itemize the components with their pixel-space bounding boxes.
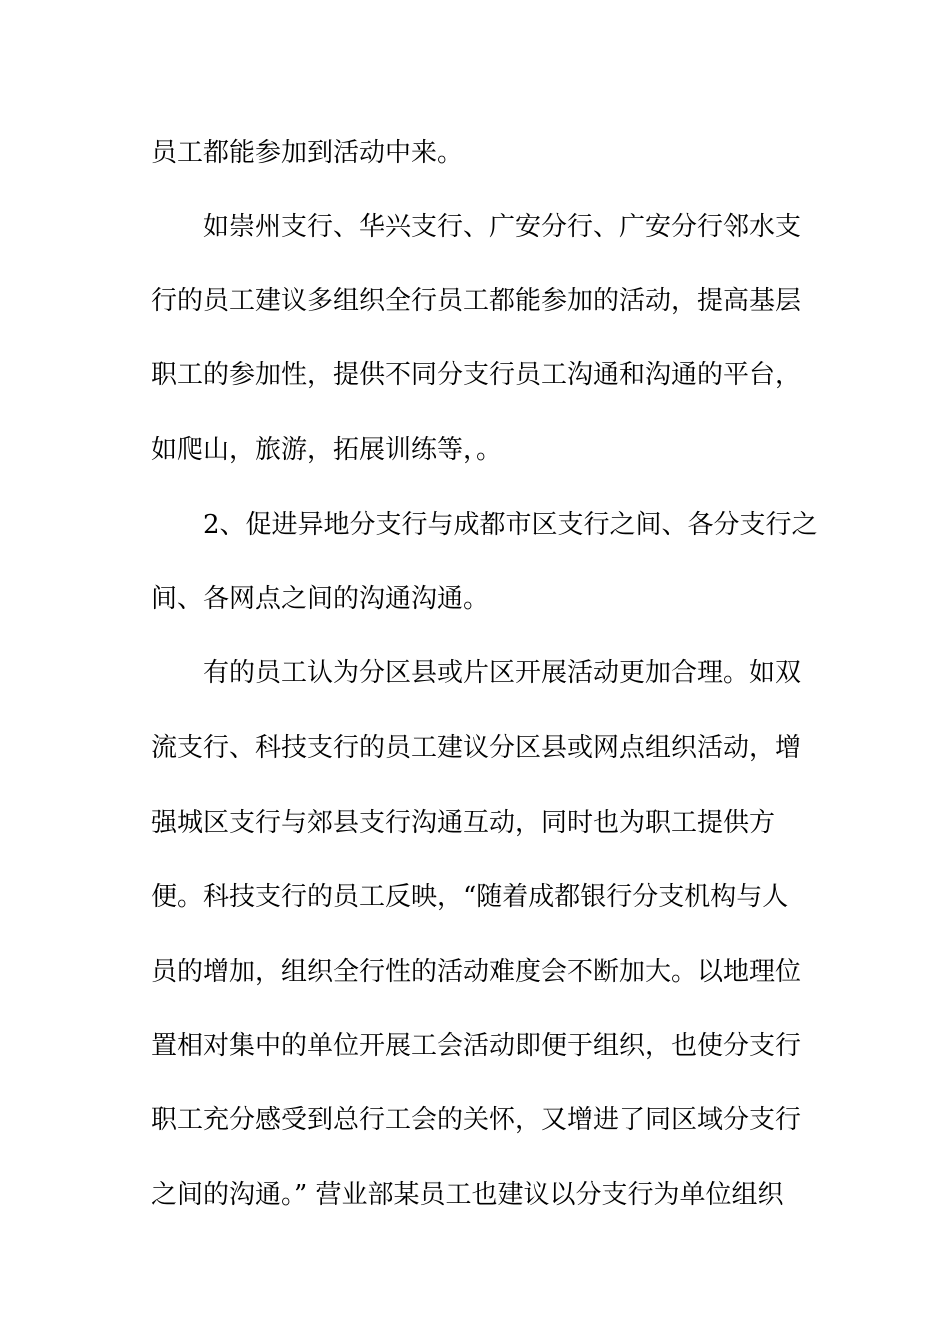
text-line: 有的员工认为分区县或片区开展活动更加合理。如双 [203, 658, 802, 688]
text-line: 2、促进异地分支行与成都市区支行之间、各分支行之 [203, 510, 818, 540]
text-line: 如崇州支行、华兴支行、广安分行、广安分行邻水支 [203, 212, 802, 242]
text-line: 行的员工建议多组织全行员工都能参加的活动，提高基层 [151, 286, 802, 316]
text-line: 员工都能参加到活动中来。 [151, 138, 464, 168]
text-line: 职工的参加性，提供不同分支行员工沟通和沟通的平台， [151, 360, 802, 390]
text-line: 流支行、科技支行的员工建议分区县或网点组织活动，增 [151, 733, 802, 763]
text-line: 之间的沟通。” 营业部某员工也建议以分支行为单位组织 [151, 1180, 784, 1210]
text-line: 员的增加，组织全行性的活动难度会不断加大。以地理位 [151, 957, 802, 987]
text-line: 便。科技支行的员工反映，“随着成都银行分支机构与人 [151, 882, 789, 912]
text-line: 置相对集中的单位开展工会活动即便于组织，也使分支行 [151, 1031, 802, 1061]
text-line: 如爬山，旅游，拓展训练等，。 [151, 435, 503, 465]
text-line: 强城区支行与郊县支行沟通互动，同时也为职工提供方 [151, 808, 776, 838]
text-line: 间、各网点之间的沟通沟通。 [151, 584, 490, 614]
text-line: 职工充分感受到总行工会的关怀，又增进了同区域分支行 [151, 1105, 802, 1135]
